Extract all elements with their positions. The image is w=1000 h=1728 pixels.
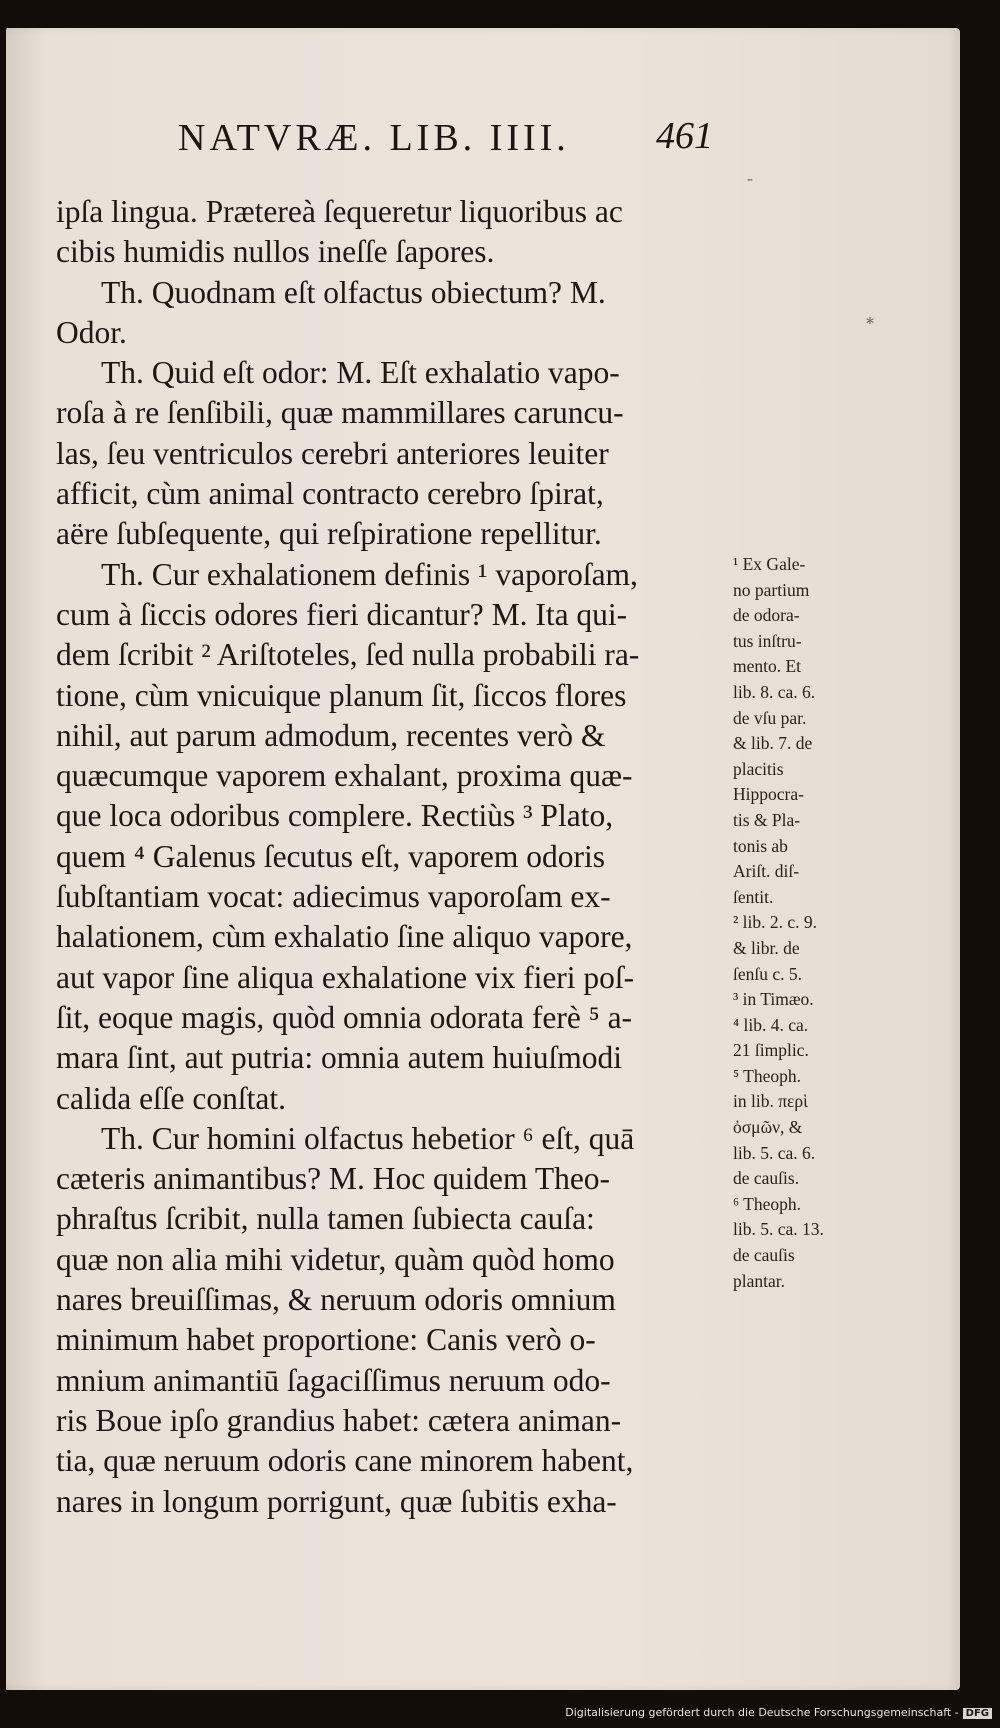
text-line: quæcumque vaporem exhalant, proxima quæ- bbox=[56, 758, 633, 794]
marginal-note-line: ſentit. bbox=[733, 886, 774, 907]
text-line: roſa à re ſenſibili, quæ mammillares caruncu- bbox=[56, 395, 624, 431]
marginal-note-line: de cauſis bbox=[733, 1245, 795, 1266]
digitization-credit bbox=[0, 1706, 992, 1719]
marginal-note-line: & lib. 7. de bbox=[733, 733, 813, 754]
text-line: phraſtus ſcribit, nulla tamen ſubiecta cauſa: bbox=[56, 1201, 595, 1237]
marginal-note-line: ⁵ Theoph. bbox=[733, 1065, 801, 1086]
text-line: Th. Cur homini olfactus hebetior ⁶ eſt, quā bbox=[101, 1120, 635, 1156]
main-text-column bbox=[56, 192, 716, 1522]
marginal-note-line: ⁴ lib. 4. ca. bbox=[733, 1014, 809, 1035]
text-line: las, ſeu ventriculos cerebri anteriores leuiter bbox=[56, 435, 609, 471]
text-line: Th. Cur exhalationem definis ¹ vaporoſam, bbox=[101, 556, 638, 592]
marginal-note-line: ſenſu c. 5. bbox=[733, 963, 803, 984]
text-line: tia, quæ neruum odoris cane minorem habent, bbox=[56, 1443, 634, 1479]
text-line: que loca odoribus complere. Rectiùs ³ Plato, bbox=[56, 798, 614, 834]
book-page bbox=[6, 28, 960, 1690]
marginal-note-line: lib. 5. ca. 13. bbox=[733, 1219, 824, 1240]
marginal-note-line: ² lib. 2. c. 9. bbox=[733, 912, 817, 933]
text-line: aut vapor ſine aliqua exhalatione vix fieri poſ- bbox=[56, 959, 635, 995]
marginal-note-line: placitis bbox=[733, 758, 784, 779]
running-head: NATVRÆ. LIB. IIII. bbox=[178, 117, 570, 159]
marginal-note-line: de odora- bbox=[733, 605, 800, 626]
page-number: 461 bbox=[656, 115, 713, 157]
marginal-note-line: & libr. de bbox=[733, 937, 800, 958]
dfg-logo: DFG bbox=[963, 1708, 992, 1719]
marginal-note-line: 21 ſimplic. bbox=[733, 1040, 809, 1061]
marginal-note-line: de vſu par. bbox=[733, 707, 807, 728]
text-line: halationem, cùm exhalatio ſine aliquo vapore, bbox=[56, 919, 633, 955]
text-line: ſubſtantiam vocat: adiecimus vaporoſam ex- bbox=[56, 879, 611, 915]
marginal-note-line: in lib. περὶ bbox=[733, 1091, 808, 1112]
marginal-notes bbox=[733, 552, 853, 1294]
text-line: Odor. bbox=[56, 314, 127, 350]
marginal-note-line: plantar. bbox=[733, 1270, 785, 1291]
text-line: tione, cùm vnicuique planum ſit, ſiccos flores bbox=[56, 677, 627, 713]
ink-speck: * bbox=[866, 314, 874, 333]
text-line: dem ſcribit ² Ariſtoteles, ſed nulla probabili ra- bbox=[56, 637, 640, 673]
text-line: afficit, cùm animal contracto cerebro ſpirat, bbox=[56, 476, 604, 512]
marginal-note-line: ¹ Ex Gale- bbox=[733, 554, 806, 574]
text-line: cæteris animantibus? M. Hoc quidem Theo- bbox=[56, 1161, 611, 1197]
text-line: mara ſint, aut putria: omnia autem huiuſmodi bbox=[56, 1040, 623, 1076]
marginal-note-line: ³ in Timæo. bbox=[733, 989, 814, 1010]
text-line: aëre ſubſequente, qui reſpiratione repellitur. bbox=[56, 516, 602, 552]
marginal-note-line: no partium bbox=[733, 579, 810, 600]
text-line: quæ non alia mihi videtur, quàm quòd homo bbox=[56, 1241, 615, 1277]
text-line: Th. Quodnam eſt olfactus obiectum? M. bbox=[101, 274, 606, 310]
text-line: nares breuiſſimas, & neruum odoris omnium bbox=[56, 1282, 616, 1318]
marginal-note-line: lib. 5. ca. 6. bbox=[733, 1142, 816, 1163]
marginal-note-line: lib. 8. ca. 6. bbox=[733, 681, 816, 702]
marginal-note-line: tus inſtru- bbox=[733, 630, 802, 651]
text-line: ipſa lingua. Prætereà ſequeretur liquoribus ac bbox=[56, 194, 623, 229]
marginal-note-line: tonis ab bbox=[733, 835, 788, 856]
text-line: minimum habet proportione: Canis verò o- bbox=[56, 1322, 596, 1358]
text-line: cibis humidis nullos ineſſe ſapores. bbox=[56, 234, 495, 270]
text-line: nihil, aut parum admodum, recentes verò & bbox=[56, 717, 606, 753]
marginal-note-line: ὀσμῶν, & bbox=[733, 1117, 803, 1138]
text-line: ris Boue ipſo grandius habet: cætera animan- bbox=[56, 1402, 622, 1438]
text-line: mnium animantiū ſagaciſſimus neruum odo- bbox=[56, 1362, 611, 1398]
marginal-note-line: mento. Et bbox=[733, 656, 802, 677]
marginal-note-line: Hippocra- bbox=[733, 784, 804, 805]
text-line: Th. Quid eſt odor: M. Eſt exhalatio vapo- bbox=[101, 355, 620, 391]
text-line: ſit, eoque magis, quòd omnia odorata ferè ⁵ a- bbox=[56, 999, 633, 1035]
marginal-note-line: ⁶ Theoph. bbox=[733, 1193, 801, 1214]
marginal-note-line: Ariſt. diſ- bbox=[733, 861, 800, 882]
marginal-note-line: de cauſis. bbox=[733, 1168, 800, 1189]
text-line: cum à ſiccis odores fieri dicantur? M. Ita qui- bbox=[56, 596, 628, 632]
text-line: calida eſſe conſtat. bbox=[56, 1080, 287, 1116]
credit-text: Digitalisierung gefördert durch die Deutsche Forschungsgemeinschaft - bbox=[565, 1706, 959, 1719]
text-line: nares in longum porrigunt, quæ ſubitis exha- bbox=[56, 1483, 617, 1519]
marginal-note-line: tis & Pla- bbox=[733, 809, 801, 830]
ink-speck: ˉ bbox=[746, 176, 754, 195]
text-line: quem ⁴ Galenus ſecutus eſt, vaporem odoris bbox=[56, 838, 605, 874]
